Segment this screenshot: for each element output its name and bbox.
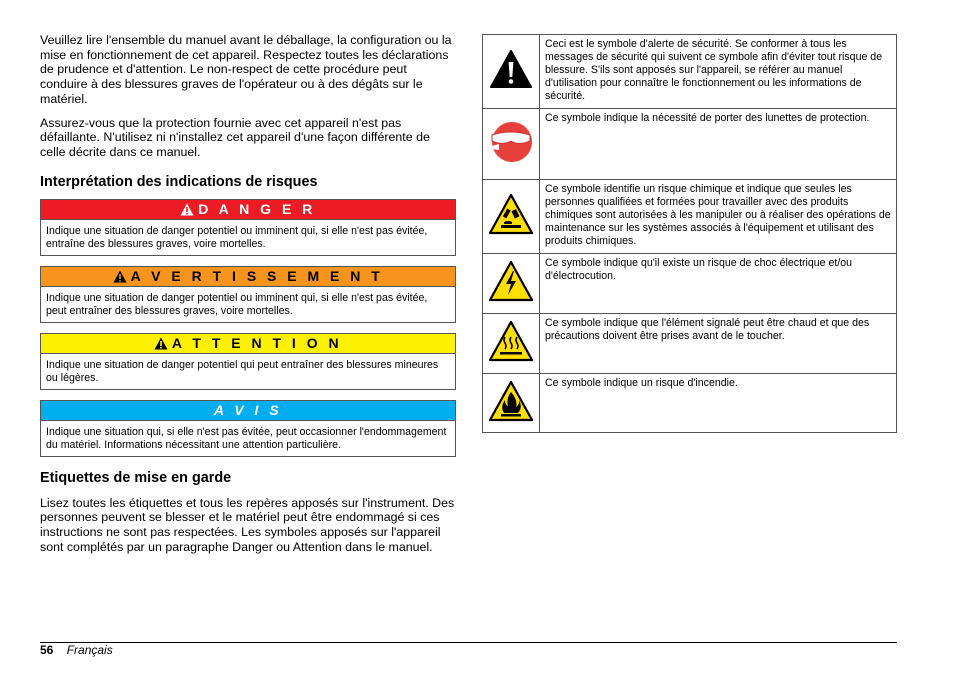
symbol-description: Ce symbole indique qu'il existe un risque de choc électrique et/ou d'électrocution. <box>540 254 897 314</box>
eye-protection-icon <box>489 114 533 170</box>
intro-paragraph-1: Veuillez lire l'ensemble du manuel avant le déballage, la configuration ou la mise en fonctionnement de cet appareil. Respectez toutes les déclarations de prudence et d'attention. Le non-respect de cette procédure peut conduire à des blessures graves de l'opérateur ou à des dégâts sur le matériel. <box>40 33 452 106</box>
symbol-row <box>483 35 897 109</box>
caution-text: Indique une situation de danger potentiel qui peut entraîner des blessures mineures ou légères. <box>46 358 439 384</box>
intro-paragraph-2: Assurez-vous que la protection fournie avec cet appareil n'est pas défaillante. N'utilisez ni n'installez cet appareil d'une façon différente de celle décrite dans ce manuel. <box>40 115 430 159</box>
warning-box <box>40 266 456 323</box>
labels-paragraph: Lisez toutes les étiquettes et tous les repères apposés sur l'instrument. Des personnes peuvent se blesser et le matériel peut être endommagé si ces instructions ne sont pas respectées. Les symboles apposés sur l'appareil sont complétés par un paragraphe Danger ou Attention dans le manuel. <box>40 495 455 554</box>
caution-label: A T T E N T I O N <box>171 335 343 352</box>
symbol-description: Ce symbole indique un risque d'incendie. <box>540 374 897 433</box>
symbol-description: Ce symbole indique la nécessité de porter des lunettes de protection. <box>540 109 897 180</box>
notice-text: Indique une situation qui, si elle n'est pas évitée, peut occasionner l'endommagement du matériel. Informations nécessitant une attention particulière. <box>46 425 447 451</box>
danger-header <box>41 200 455 220</box>
notice-box <box>40 400 456 457</box>
warning-text: Indique une situation de danger potentiel ou imminent qui, si elle n'est pas évitée, peut entraîner des blessures graves, voire mortelles. <box>46 291 428 317</box>
notice-label: A V I S <box>213 402 283 419</box>
warning-label: A V E R T I S S E M E N T <box>130 268 384 285</box>
warning-triangle-icon <box>113 270 127 283</box>
caution-header <box>41 334 455 354</box>
symbol-row <box>483 374 897 433</box>
hot-surface-icon <box>488 320 534 362</box>
left-column <box>40 33 456 563</box>
warning-triangle-icon <box>180 203 194 216</box>
labels-section-heading: Etiquettes de mise en garde <box>40 469 232 486</box>
electrical-shock-icon <box>488 260 534 302</box>
symbol-row <box>483 109 897 180</box>
hazard-section-heading: Interprétation des indications de risques <box>40 173 318 190</box>
notice-header <box>41 401 455 421</box>
symbol-description: Ce symbole identifie un risque chimique et indique que seules les personnes qualifiées et formées pour travailler avec des produits chimiques sont autorisées à les manipuler ou à réaliser des opérations de maintenance sur les systèmes associés à l'équipement et utilisant des produits chimiques. <box>540 180 897 254</box>
warning-header <box>41 267 455 287</box>
footer-divider <box>40 642 897 643</box>
danger-label: D A N G E R <box>198 201 316 218</box>
symbol-description: Ce symbole indique que l'élément signalé peut être chaud et que des précautions doivent être prises avant de le toucher. <box>540 314 897 374</box>
caution-box <box>40 333 456 390</box>
danger-box <box>40 199 456 256</box>
page-footer <box>40 643 113 657</box>
symbol-row <box>483 314 897 374</box>
symbol-row <box>483 180 897 254</box>
symbols-table <box>482 34 897 433</box>
chemical-hazard-icon <box>488 193 534 235</box>
danger-text: Indique une situation de danger potentiel ou imminent qui, si elle n'est pas évitée, entraîne des blessures graves, voire mortelles. <box>46 224 428 250</box>
symbol-description: Ceci est le symbole d'alerte de sécurité. Se conformer à tous les messages de sécurité qui suivent ce symbole afin d'éviter tout risque de blessure. S'ils sont apposés sur l'appareil, se référer au manuel d'utilisation pour connaître le fonctionnement ou les informations de sécurité. <box>540 35 897 109</box>
page-number: 56 <box>40 643 54 657</box>
warning-triangle-icon <box>154 337 168 350</box>
symbol-row <box>483 254 897 314</box>
footer-language: Français <box>66 643 113 657</box>
safety-alert-icon <box>489 49 533 89</box>
fire-hazard-icon <box>488 380 534 422</box>
